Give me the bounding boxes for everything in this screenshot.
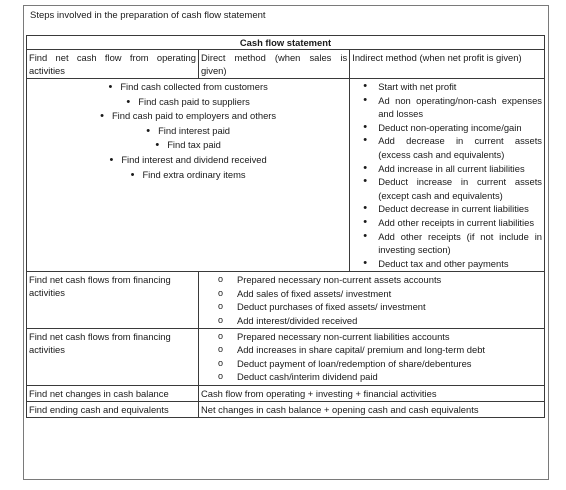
list-item: • Ad non operating/non-cash expenses and losses <box>378 94 542 121</box>
indirect-method-cell <box>350 79 545 272</box>
direct-method-list <box>29 80 347 182</box>
list-item: o Prepared necessary non-current assets accounts <box>237 273 542 286</box>
net-change-label: Find net changes in cash balance <box>27 385 199 401</box>
list-item: o Prepared necessary non-current liabilities accounts <box>237 330 542 343</box>
investing-steps-list <box>201 273 542 327</box>
list-item: o Add interest/divided received <box>237 314 542 327</box>
list-item: • Start with net profit <box>378 80 542 94</box>
financing-steps-list <box>201 330 542 384</box>
list-item: • Find cash collected from customers <box>29 80 347 95</box>
list-item: • Find interest paid <box>29 124 347 139</box>
operating-steps-row <box>27 79 545 272</box>
ending-cash-row <box>27 401 545 417</box>
net-change-row <box>27 385 545 401</box>
list-item: • Find cash paid to suppliers <box>29 95 347 110</box>
frame-title: Steps involved in the preparation of cash flow statement <box>30 10 266 21</box>
net-change-value: Cash flow from operating + investing + financial activities <box>198 385 544 401</box>
ending-cash-value: Net changes in cash balance + opening cash and cash equivalents <box>198 401 544 417</box>
list-item: • Find cash paid to employers and others <box>29 109 347 124</box>
list-item: • Add decrease in current assets (excess cash and equivalents) <box>378 134 542 161</box>
financing-row <box>27 328 545 385</box>
financing-steps-cell <box>198 328 544 385</box>
ending-cash-label: Find ending cash and equivalents <box>27 401 199 417</box>
list-item: • Add other receipts (if not include in investing section) <box>378 230 542 257</box>
list-item: • Deduct increase in current assets (except cash and equivalents) <box>378 175 542 202</box>
list-item: o Deduct payment of loan/redemption of share/debentures <box>237 357 542 370</box>
list-item: o Deduct cash/interim dividend paid <box>237 370 542 383</box>
list-item: o Deduct purchases of fixed assets/ investment <box>237 300 542 313</box>
list-item: • Deduct decrease in current liabilities <box>378 202 542 216</box>
investing-steps-cell <box>198 272 544 329</box>
list-item: • Find interest and dividend received <box>29 153 347 168</box>
investing-row <box>27 272 545 329</box>
list-item: • Find tax paid <box>29 138 347 153</box>
financing-label: Find net cash flows from financing activities <box>27 328 199 385</box>
list-item: • Add other receipts in current liabilities <box>378 216 542 230</box>
indirect-method-list <box>352 80 542 270</box>
list-item: • Deduct tax and other payments <box>378 257 542 271</box>
table-header-row <box>27 36 545 50</box>
indirect-method-header: Indirect method (when net profit is given) <box>350 50 545 79</box>
operating-label: Find net cash flow from operating activities <box>27 50 199 79</box>
investing-label: Find net cash flows from financing activities <box>27 272 199 329</box>
operating-header-row <box>27 50 545 79</box>
cash-flow-table <box>26 35 545 418</box>
list-item: • Deduct non-operating income/gain <box>378 121 542 135</box>
document-frame <box>23 5 549 480</box>
list-item: o Add increases in share capital/ premium and long-term debt <box>237 343 542 356</box>
list-item: • Add increase in all current liabilities <box>378 162 542 176</box>
table-title: Cash flow statement <box>27 36 545 50</box>
list-item: o Add sales of fixed assets/ investment <box>237 287 542 300</box>
direct-method-header: Direct method (when sales is given) <box>198 50 349 79</box>
list-item: • Find extra ordinary items <box>29 168 347 183</box>
direct-method-cell <box>27 79 350 272</box>
